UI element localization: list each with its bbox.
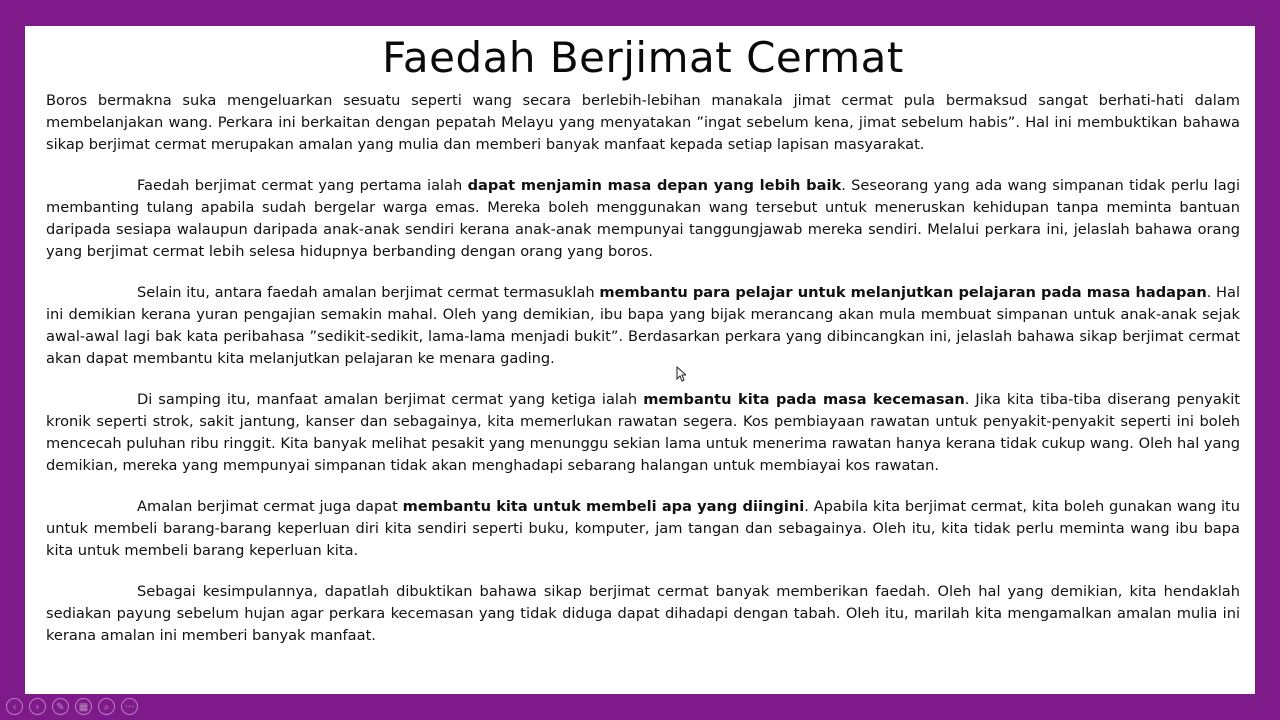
paragraph-3 [46,389,1240,477]
next-slide-icon[interactable]: › [29,698,46,715]
paragraph-2-bold: membantu para pelajar untuk melanjutkan pelajaran pada masa hadapan [599,284,1207,301]
paragraph-4-bold: membantu kita untuk membeli apa yang diingini [402,498,805,515]
paragraph-4-text: Amalan berjimat cermat juga dapat [137,498,403,515]
zoom-icon[interactable]: ⌕ [98,698,115,715]
conclusion-paragraph: Sebagai kesimpulannya, dapatlah dibuktikan bahawa sikap berjimat cermat banyak memberikan faedah. Oleh hal yang demikian, kita hendaklah sediakan payung sebelum hujan agar perkara kecemasan yang tidak diduga dapat dihadapi dengan tabah. Oleh itu, marilah kita mengamalkan amalan mulia ini kerana amalan ini memberi banyak manfaat. [46,583,1240,644]
pen-icon[interactable]: ✎ [52,698,69,715]
paragraph-3-text: Di samping itu, manfaat amalan berjimat cermat yang ketiga ialah [137,391,644,408]
mouse-cursor-icon [676,366,686,382]
paragraph-2-text-end: . Hal ini demikian kerana yuran pengajian semakin mahal. Oleh yang demikian, ibu bapa yang bijak merancang akan mula membuat simpanan untuk anak-anak sejak awal-awal lagi bak kata peribahasa ”sedikit-sedikit, lama-lama menjadi bukit”. Berdasarkan perkara yang dibincangkan ini, jelaslah bahawa sikap berjimat cermat akan dapat membantu kita melanjutkan pelajaran ke menara gading. [46,284,1241,367]
slide [25,26,1255,694]
paragraph-4 [46,496,1240,562]
previous-slide-icon[interactable]: ‹ [6,698,23,715]
paragraph-1-bold: dapat menjamin masa depan yang lebih baik [467,177,842,194]
paragraph-3-text-end: . Jika kita tiba-tiba diserang penyakit kronik seperti strok, sakit jantung, kanser dan sebagainya, kita memerlukan rawatan segera. Kos pembiayaan rawatan untuk penyakit-penyakit seperti ini boleh mencecah puluhan ribu ringgit. Kita banyak melihat pesakit yang menunggu sekian lama untuk menerima rawatan hanya kerana tidak cukup wang. Oleh hal yang demikian, mereka yang mempunyai simpanan tidak akan menghadapi sebarang halangan untuk membiayai kos rawatan. [46,391,1240,474]
intro-paragraph: Boros bermakna suka mengeluarkan sesuatu seperti wang secara berlebih-lebihan manakala jimat cermat pula bermaksud sangat berhati-hati dalam membelanjakan wang. Perkara ini berkaitan dengan pepatah Melayu yang menyatakan ”ingat sebelum kena, jimat sebelum habis”. Hal ini membuktikan bahawa sikap berjimat cermat merupakan amalan yang mulia dan memberi banyak manfaat kepada setiap lapisan masyarakat. [46,92,1240,153]
slideshow-controls [6,698,138,715]
see-all-slides-icon[interactable]: ▦ [75,698,92,715]
more-options-icon[interactable]: ··· [121,698,138,715]
paragraph-1 [46,175,1240,263]
paragraph-4-text-end: . Apabila kita berjimat cermat, kita boleh gunakan wang itu untuk membeli barang-barang keperluan diri kita sendiri seperti buku, komputer, jam tangan dan sebagainya. Oleh itu, kita tidak perlu meminta wang ibu bapa kita untuk membeli barang keperluan kita. [46,498,1240,559]
paragraph-3-bold: membantu kita pada masa kecemasan [643,391,965,408]
paragraph-2-text: Selain itu, antara faedah amalan berjimat cermat termasuklah [137,284,600,301]
paragraph-1-text: Faedah berjimat cermat yang pertama ialah [137,177,468,194]
paragraph-1-text-end: . Seseorang yang ada wang simpanan tidak perlu lagi membanting tulang apabila sudah bergelar warga emas. Mereka boleh menggunakan wang tersebut untuk meneruskan kehidupan tanpa meminta bantuan daripada sesiapa walaupun daripada anak-anak sendiri kerana anak-anak mempunyai tanggungjawab mereka sendiri. Melalui perkara ini, jelaslah bahawa orang yang berjimat cermat lebih selesa hidupnya berbanding dengan orang yang boros. [46,177,1240,260]
paragraph-2 [46,282,1240,370]
slide-title: Faedah Berjimat Cermat [382,33,904,82]
